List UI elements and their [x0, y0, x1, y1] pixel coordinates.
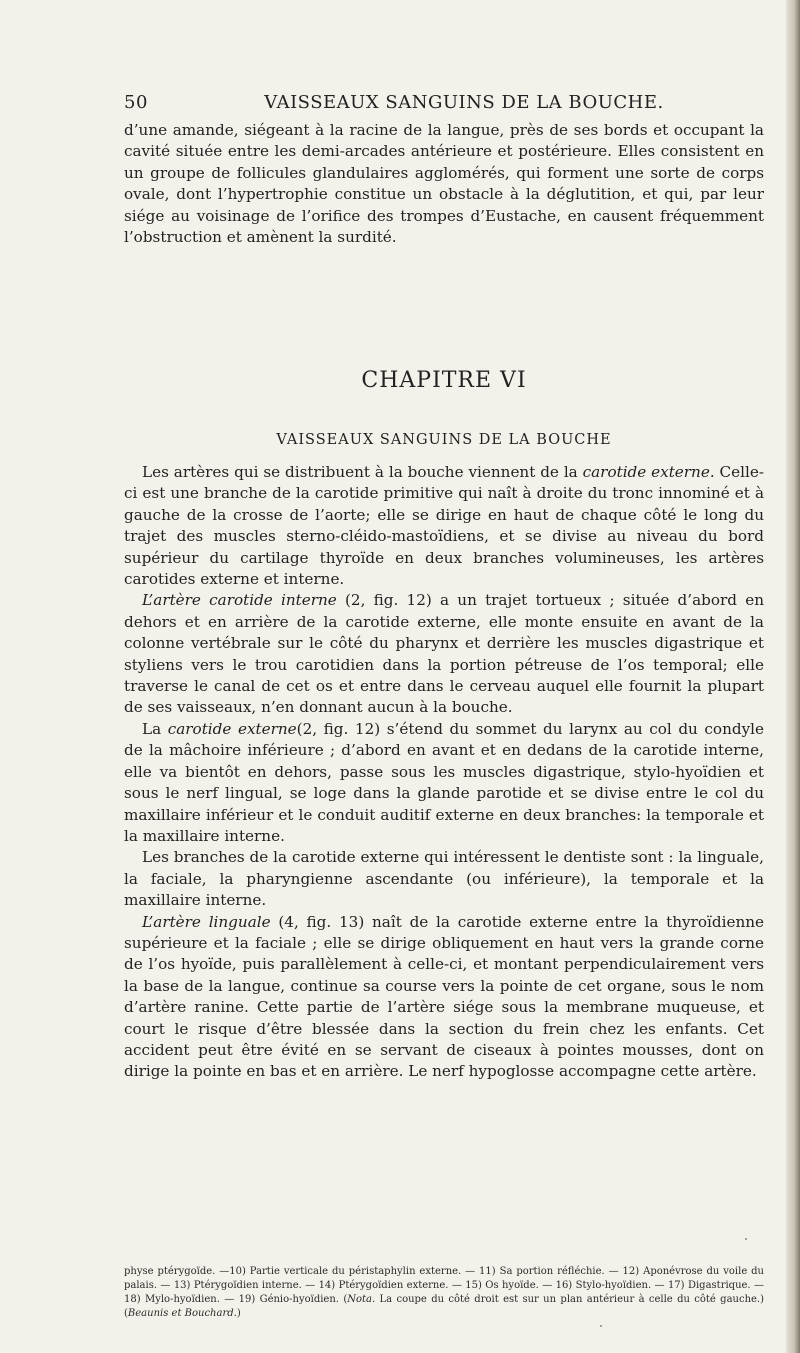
paper-speck — [600, 1325, 602, 1327]
p2-emphasis: L’artère carotide interne — [142, 591, 337, 610]
p1-after: Celle-ci est une branche de la carotide primitive qui naît à droite du tronc innominé et à gauche de la crosse de l’aorte; elle se dirige en haut de chaque côté le long du trajet des muscles sterno-cléido-mastoïdiens, et se divise au niveau du bord supérieur du cartilage thyroïde en deux branches volumineuses, les artères carotides externe et interne. — [124, 463, 764, 589]
chapter-title: CHAPITRE VI — [361, 368, 527, 393]
caption-text-end: ) — [236, 1308, 241, 1319]
body-paragraph-3 — [124, 719, 764, 847]
body-paragraph-5 — [124, 912, 764, 1083]
p5-emphasis: L’artère linguale — [142, 912, 271, 931]
p2-after: (2, fig. 12) a un trajet tortueux ; située d’abord en dehors et en arrière de la carotide externe, elle monte ensuite en avant de la colonne vertébrale sur le côté du pharynx et derrière les muscles digastrique et styliens vers le trou carotidien dans la portion pétreuse de l’os temporal; elle traverse le canal de cet os et entre dans le cerveau auquel elle fournit la plupart de ses vaisseaux, n’en donnant aucun à la bouche. — [124, 591, 764, 717]
running-head: VAISSEAUX SANGUINS DE LA BOUCHE. — [264, 92, 664, 113]
caption-nota: Nota. — [347, 1294, 376, 1305]
body-paragraph-4: Les branches de la carotide externe qui intéressent le dentiste sont : la linguale, la faciale, la pharyngienne ascendante (ou inférieure), la temporale et la maxillaire interne. — [124, 848, 764, 910]
intro-paragraph: d’une amande, siégeant à la racine de la langue, près de ses bords et occupant la cavité située entre les demi-arcades antérieure et postérieure. Elles consistent en un groupe de follicules glandulaires agglomérés, qui forment une sorte de corps ovale, dont l’hypertrophie constitue un obstacle à la déglutition, et qui, par leur siége au voisinage de l’orifice des trompes d’Eustache, en causent fréquemment l’obstruction et amènent la surdité. — [124, 121, 764, 247]
p1-emphasis: carotide externe. — [582, 463, 715, 481]
p1-before: Les artères qui se distribuent à la bouche viennent de la — [142, 463, 583, 481]
intro-paragraph-block — [124, 120, 764, 248]
p3-before: La — [142, 719, 168, 738]
figure-caption — [124, 1265, 764, 1321]
page-number: 50 — [124, 92, 148, 113]
body-paragraph-2 — [124, 590, 764, 718]
page-gutter-shadow — [786, 0, 800, 1353]
p5-after: (4, fig. 13) naît de la carotide externe entre la thyroïdienne supérieure et la faciale ; elle se dirige obliquement en haut vers la grande corne de l’os hyoïde, puis parallèlement à celle-ci, et montant perpendiculairement vers la base de la langue, continue sa course vers la pointe de cet organe, sous le nom d’artère ranine. Cette partie de l’artère siége sous la membrane muqueuse, et court le risque d’être blessée dans la section du frein chez les enfants. Cet accident peut être évité en se servant de ciseaux à pointes mousses, dont on dirige la pointe en bas et en arrière. Le nerf hypoglosse accompagne cette artère. — [124, 912, 764, 1081]
paper-speck — [745, 1238, 747, 1240]
body-paragraph-1 — [124, 462, 764, 590]
caption-text-middle: La coupe du côté droit est sur un plan antérieur à celle du côté gauche.) ( — [124, 1294, 765, 1319]
caption-credit: Beaunis et Bouchard. — [127, 1308, 237, 1319]
page-header — [124, 92, 744, 116]
chapter-body — [124, 462, 764, 1083]
caption-text-start: physe ptérygoïde. —10) Partie verticale du péristaphylin externe. — 11) Sa portion réfléchie. — 12) Aponévrose du voile du palais. — 13) Ptérygoïdien interne. — 14) Ptérygoïdien externe. — 15) Os hyoïde. — 16) Stylo-hyoïdien. — 17) Digastrique. — 18) Mylo-hyoïdien. — 19) Génio-hyoïdien. ( — [124, 1266, 764, 1305]
p3-after: (2, fig. 12) s’étend du sommet du larynx au col du condyle de la mâchoire inférieure ; d’abord en avant et en dedans de la carotide interne, elle va bientôt en dehors, passe sous les muscles digastrique, stylo-hyoïdien et sous le nerf lingual, se loge dans la glande parotide et se divise entre le col du maxillaire inférieur et le conduit auditif externe en deux branches: la temporale et la maxillaire interne. — [124, 719, 764, 845]
p3-emphasis: carotide externe — [167, 719, 297, 738]
chapter-subtitle: VAISSEAUX SANGUINS DE LA BOUCHE — [276, 432, 612, 448]
